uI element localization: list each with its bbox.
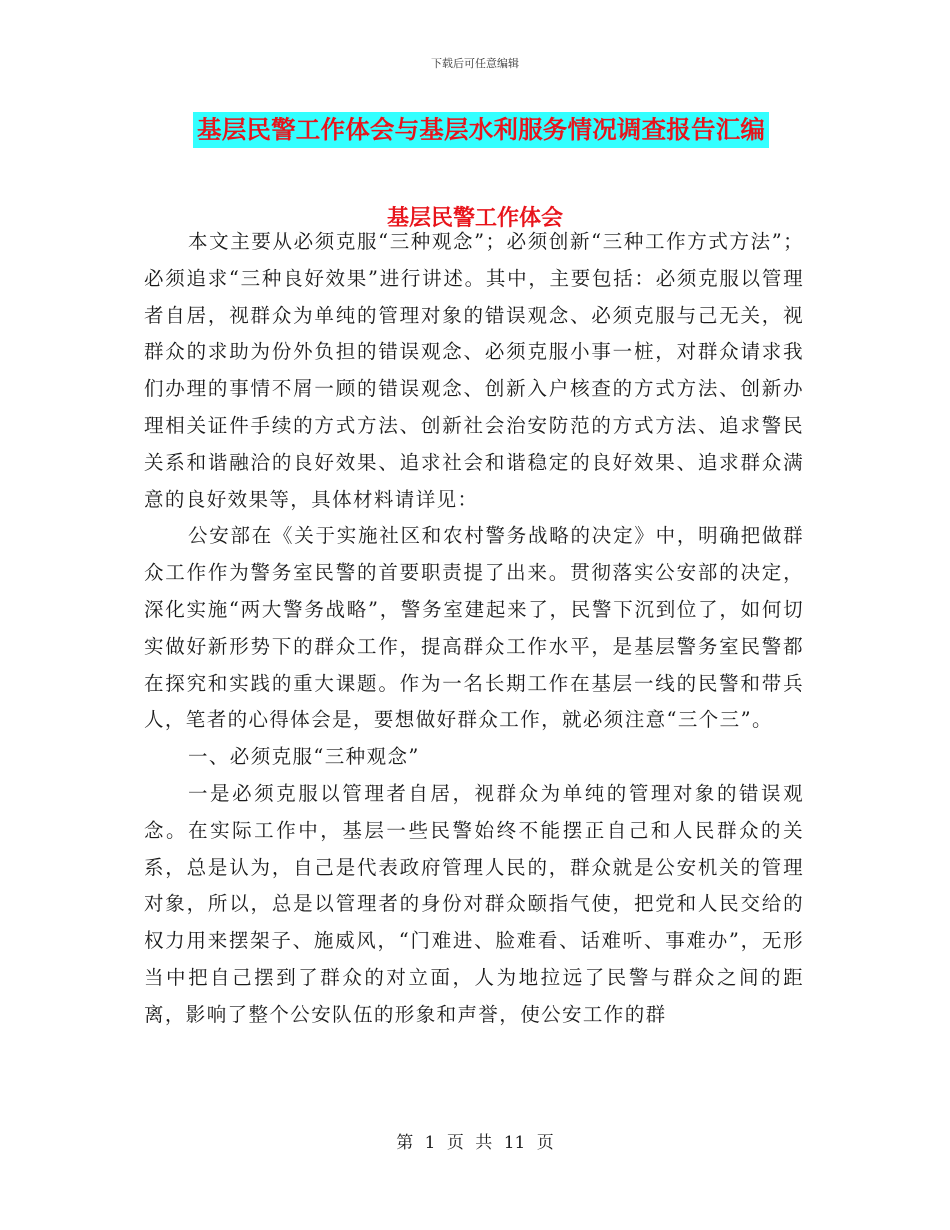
document-body xyxy=(144,224,804,1034)
footer-label: 页 xyxy=(536,1133,554,1153)
header-note: 下载后可任意编辑 xyxy=(431,57,519,70)
footer-label: 页 xyxy=(446,1133,464,1153)
page-footer xyxy=(0,1128,950,1153)
paragraph: 本文主要从必须克服“三种观念”；必须创新“三种工作方式方法”；必须追求“三种良好效果”进行讲述。其中，主要包括：必须克服以管理者自居，视群众为单纯的管理对象的错误观念、必须克服与己无关，视群众的求助为份外负担的错误观念、必须克服小事一桩，对群众请求我们办理的事情不屑一顾的错误观念、创新入户核查的方式方法、创新办理相关证件手续的方式方法、创新社会治安防范的方式方法、追求警民关系和谐融洽的良好效果、追求社会和谐稳定的良好效果、追求群众满意的良好效果等，具体材料请详见： xyxy=(144,230,804,511)
document-main-title: 基层民警工作体会与基层水利服务情况调查报告汇编 xyxy=(193,112,769,148)
paragraph-heading: 一、必须克服“三种观念” xyxy=(188,745,420,769)
paragraph: 公安部在《关于实施社区和农村警务战略的决定》中，明确把做群众工作作为警务室民警的首要职责提了出来。贯彻落实公安部的决定，深化实施“两大警务战略”，警务室建起来了，民警下沉到位了，如何切实做好新形势下的群众工作，提高群众工作水平，是基层警务室民警都在探究和实践的重大课题。作为一名长期工作在基层一线的民警和带兵人，笔者的心得体会是，要想做好群众工作，就必须注意“三个三”。 xyxy=(144,524,804,732)
footer-label: 共 xyxy=(475,1133,493,1153)
section-title: 基层民警工作体会 xyxy=(386,205,563,231)
total-pages: 11 xyxy=(503,1133,526,1153)
page-number: 1 xyxy=(424,1133,436,1153)
footer-label: 第 xyxy=(396,1133,414,1153)
paragraph: 一是必须克服以管理者自居，视群众为单纯的管理对象的错误观念。在实际工作中，基层一些民警始终不能摆正自己和人民群众的关系，总是认为，自己是代表政府管理人民的，群众就是公安机关的管理对象，所以，总是以管理者的身份对群众颐指气使，把党和人民交给的权力用来摆架子、施威风，“门难进、脸难看、话难听、事难办”，无形当中把自己摆到了群众的对立面，人为地拉远了民警与群众之间的距离，影响了整个公安队伍的形象和声誉，使公安工作的群 xyxy=(144,781,804,1026)
